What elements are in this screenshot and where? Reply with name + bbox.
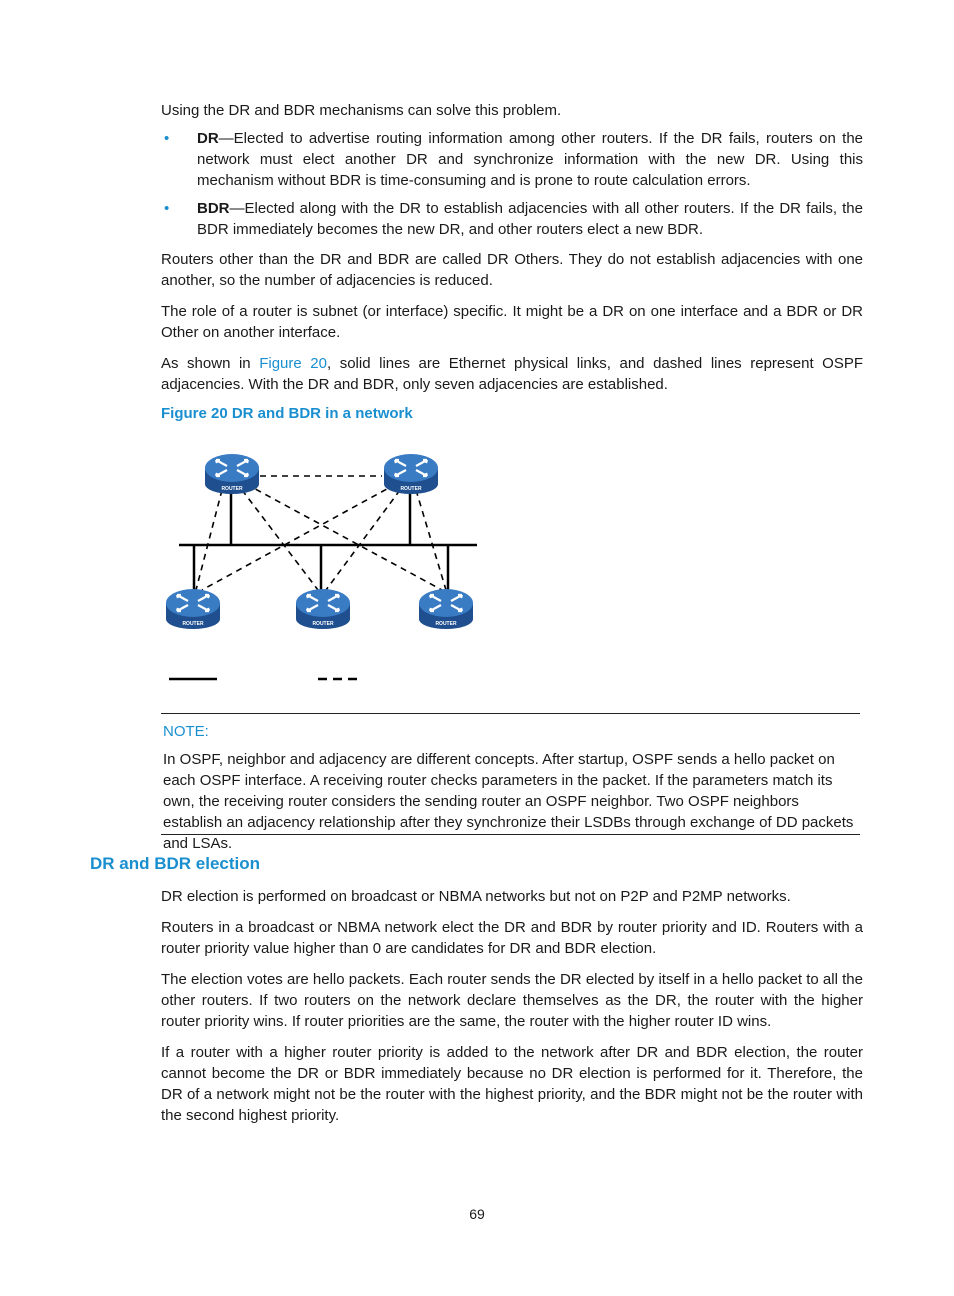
others-paragraph: Routers other than the DR and BDR are called DR Others. They do not establish adjacencies with one another, so the number of adjacencies is reduced. (161, 251, 863, 289)
router-dr-icon (205, 454, 259, 494)
bullet-term: BDR (197, 200, 230, 217)
note-body: In OSPF, neighbor and adjacency are different concepts. After startup, OSPF sends a hello packet on each OSPF interface. A receiving router checks parameters in the packet. If the parameters match its own, the receiving router considers the sending router an OSPF neighbor. Two OSPF neighbors establish an adjacency relationship after they synchronize their LSDBs through exchange of DD packets and LSAs. (163, 751, 854, 852)
figure-20-link[interactable]: Figure 20 (259, 355, 327, 372)
section-paragraph: The election votes are hello packets. Each router sends the DR elected by itself in a hello packet to all the other routers. If two routers on the network declare themselves as the DR, the router with the higher router priority wins. If router priorities are the same, the router with the higher router ID wins. (161, 971, 863, 1030)
bullet-description: —Elected along with the DR to establish adjacencies with all other routers. If the DR fails, the BDR immediately becomes the new DR, and other routers elect a new BDR. (197, 200, 863, 238)
bullet-term: DR (197, 130, 219, 147)
router-other-2-icon (296, 589, 350, 629)
section-heading: DR and BDR election (90, 854, 261, 873)
bullet-dot-icon: • (164, 200, 170, 217)
section-paragraph: Routers in a broadcast or NBMA network elect the DR and BDR by router priority and ID. Routers with a router priority value higher than 0 are candidates for DR and BDR election. (161, 919, 863, 957)
bullet-description: —Elected to advertise routing information among other routers. If the DR fails, routers on the network must elect another DR and synchronize information with the new DR. Using this mechanism without BDR is time-consuming and is prone to route calculation errors. (197, 130, 863, 189)
figure-ref-after: , solid lines are Ethernet physical links, and dashed lines represent OSPF adjacencies. With the DR and BDR, only seven adjacencies are established. (161, 355, 864, 393)
section-paragraph: If a router with a higher router priority is added to the network after DR and BDR election, the router cannot become the DR or BDR immediately because no DR election is performed for it. Therefore, the DR of a network might not be the router with the highest priority, and the BDR might not be the router with the second highest priority. (161, 1044, 863, 1124)
router-label: ROUTER (435, 621, 457, 627)
adjacency-bdr-r4 (326, 490, 400, 590)
intro-paragraph: Using the DR and BDR mechanisms can solve this problem. (161, 102, 562, 119)
page-number: 69 (469, 1206, 485, 1222)
adjacency-bdr-r5 (416, 490, 446, 590)
router-other-3-icon (419, 589, 473, 629)
section-paragraph: DR election is performed on broadcast or NBMA networks but not on P2P and P2MP networks. (161, 888, 791, 905)
bullet-dot-icon: • (164, 130, 170, 147)
router-label: ROUTER (312, 621, 334, 627)
figure-caption: Figure 20 DR and BDR in a network (161, 405, 413, 422)
bullet-dr-text (197, 128, 863, 191)
role-paragraph: The role of a router is subnet (or interface) specific. It might be a DR on one interface and a BDR or DR Other on another interface. (161, 303, 863, 341)
router-other-1-icon (166, 589, 220, 629)
adjacency-dr-r3 (196, 490, 222, 590)
note-box (161, 713, 860, 852)
router-label: ROUTER (182, 621, 204, 627)
router-bdr-icon (384, 454, 438, 494)
adjacency-dr-r4 (242, 490, 318, 590)
figure-ref-before: As shown in (161, 355, 260, 372)
bullet-bdr-text (197, 198, 863, 240)
router-label: ROUTER (400, 486, 422, 492)
note-title: NOTE: (163, 723, 209, 740)
adjacency-dr-r5 (246, 484, 442, 590)
figure-reference-paragraph (161, 353, 863, 395)
router-label: ROUTER (221, 486, 243, 492)
dr-bdr-network-diagram (150, 440, 490, 700)
